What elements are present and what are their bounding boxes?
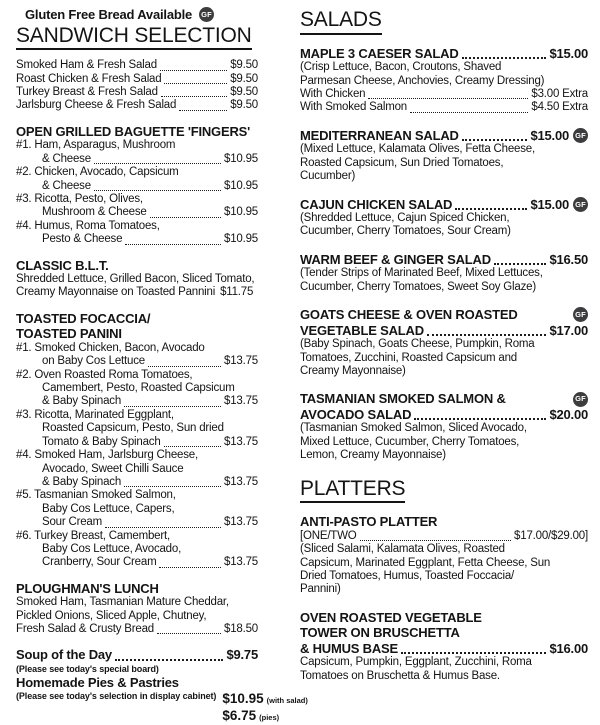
menu-line <box>16 516 258 529</box>
menu-line <box>300 61 588 74</box>
price: $13.75 <box>224 475 258 488</box>
item-title-row <box>16 258 258 274</box>
item-text: Roast Chicken & Fresh Salad <box>16 72 162 85</box>
menu-column-left <box>16 7 308 725</box>
gf-badge <box>573 392 588 407</box>
item-text: With Chicken <box>300 87 366 100</box>
item-text: Turkey Breast & Fresh Salad <box>16 85 158 98</box>
menu-line <box>300 338 588 351</box>
dotted-leader <box>368 98 528 99</box>
item-title-row <box>300 128 588 144</box>
menu-line <box>300 557 588 570</box>
item-title-row <box>16 311 258 327</box>
menu-line <box>16 530 258 543</box>
item-text: (Shredded Lettuce, Cajun Spiced Chicken, <box>300 212 510 225</box>
item-text: Roasted Capsicum, Pesto, Sun dried <box>42 422 224 435</box>
item-text: Tomato & Baby Spinach <box>42 435 161 448</box>
price: $13.75 <box>224 556 258 569</box>
spacer <box>300 115 588 128</box>
item-title-row <box>300 407 588 423</box>
dotted-leader <box>179 110 227 111</box>
dotted-leader <box>494 263 547 265</box>
dotted-leader <box>148 366 221 367</box>
price: $10.95 <box>222 690 264 706</box>
dotted-leader <box>160 70 227 71</box>
gf-badge-label: GF <box>201 10 212 19</box>
price: $15.00 <box>530 196 569 212</box>
menu-line <box>16 153 258 166</box>
item-text: Cucumber) <box>300 170 356 183</box>
item-text: (Please see today's special board) <box>16 663 159 674</box>
spacer <box>300 184 588 197</box>
menu-line <box>300 75 588 88</box>
menu-line <box>16 543 258 556</box>
menu-line <box>16 166 258 179</box>
menu-line <box>300 449 588 462</box>
price: $17.00 <box>549 322 588 338</box>
price-with-qualifier <box>222 708 308 725</box>
item-text: Tomatoes, Zucchini, Roasted Capsicum and <box>300 351 517 364</box>
menu-line <box>300 583 588 596</box>
item-text: Roasted Capsicum, Sun Dried Tomatoes, <box>300 156 504 169</box>
item-text: (Tasmanian Smoked Salmon, Sliced Avocado, <box>300 422 527 435</box>
item-title: TOWER ON BRUSCHETTA <box>300 625 460 641</box>
menu-line <box>300 656 588 669</box>
item-text: Dried Tomatoes, Humus, Toasted Foccacia/ <box>300 569 515 582</box>
item-title: ANTI-PASTO PLATTER <box>300 514 438 530</box>
dotted-leader <box>414 418 546 420</box>
gf-badge <box>573 307 588 322</box>
item-text: Smoked Ham & Fresh Salad <box>16 59 157 72</box>
item-text: Jarlsburg Cheese & Fresh Salad <box>16 99 177 112</box>
item-text: Smoked Ham, Tasmanian Mature Cheddar, <box>16 596 229 609</box>
price: $17.00/$29.00] <box>514 529 588 542</box>
item-title: TASMANIAN SMOKED SALMON & <box>300 391 506 407</box>
menu-line <box>300 88 588 101</box>
item-text: [ONE/TWO <box>300 529 357 542</box>
spacer <box>300 294 588 307</box>
item-text: Pickled Onions, Sliced Apple, Chutney, <box>16 609 207 622</box>
item-text: #3. Ricotta, Pesto, Olives, <box>16 192 143 205</box>
item-text: Mixed Lettuce, Cucumber, Cherry Tomatoes, <box>300 435 520 448</box>
dotted-leader <box>124 406 221 407</box>
item-title: VEGETABLE SALAD <box>300 322 424 338</box>
item-text: & Cheese <box>42 152 91 165</box>
menu-line <box>16 663 258 676</box>
item-text: Capsicum, Pumpkin, Eggplant, Zucchini, Roma <box>300 656 532 669</box>
price: $10.95 <box>224 206 258 219</box>
menu-line <box>300 212 588 225</box>
item-text: Cranberry, Sour Cream <box>42 556 157 569</box>
menu-line <box>16 623 258 636</box>
item-title: GOATS CHEESE & OVEN ROASTED <box>300 307 518 323</box>
menu-line <box>300 570 588 583</box>
item-text: (Mixed Lettuce, Kalamata Olives, Fetta Cheese, <box>300 143 535 156</box>
item-text: Creamy Mayonnaise on Toasted Pannini <box>16 286 216 299</box>
menu-line <box>16 369 258 382</box>
spacer <box>16 570 258 581</box>
menu-line <box>16 382 258 395</box>
menu-line <box>16 86 258 99</box>
item-title-row <box>300 46 588 62</box>
price: $13.75 <box>224 355 258 368</box>
price: $18.50 <box>224 623 258 636</box>
menu-line <box>16 476 258 489</box>
section-heading: SANDWICH SELECTION <box>16 25 252 51</box>
item-title-row <box>300 307 588 323</box>
item-title-row <box>300 323 588 339</box>
section-heading-row <box>300 9 588 35</box>
item-text: Cucumber, Cherry Tomatoes, Sour Cream) <box>300 225 511 238</box>
price: $9.50 <box>230 99 258 112</box>
item-text: (Baby Spinach, Goats Cheese, Pumpkin, Roma <box>300 338 535 351</box>
menu-line <box>16 233 258 246</box>
gf-badge-label: GF <box>575 394 586 404</box>
item-text: Camembert, Pesto, Roasted Capsicum <box>42 382 235 395</box>
spacer <box>16 247 258 258</box>
menu-line <box>16 342 258 355</box>
item-title: CAJUN CHICKEN SALAD <box>300 196 453 212</box>
item-title: TOASTED PANINI <box>16 326 122 342</box>
menu-line <box>16 73 258 86</box>
price: $10.95 <box>224 233 258 246</box>
menu-line <box>16 395 258 408</box>
spacer <box>16 113 258 124</box>
dotted-leader <box>360 540 512 541</box>
menu-line <box>300 267 588 280</box>
dotted-leader <box>150 217 221 218</box>
spacer <box>300 597 588 610</box>
price-stack <box>222 691 308 725</box>
item-title: OVEN ROASTED VEGETABLE <box>300 609 482 625</box>
menu-line <box>16 193 258 206</box>
item-text: Cucumber, Cherry Tomatoes, Sweet Soy Glaze) <box>300 280 536 293</box>
dotted-leader <box>105 527 221 528</box>
menu-line <box>16 449 258 462</box>
item-title: TOASTED FOCACCIA/ <box>16 310 151 326</box>
dotted-leader <box>115 659 224 661</box>
menu-line <box>300 365 588 378</box>
item-text: & Cheese <box>42 179 91 192</box>
item-text: #2. Chicken, Avocado, Capsicum <box>16 166 179 179</box>
spacer <box>16 300 258 311</box>
item-text: #6. Turkey Breast, Camembert, <box>16 529 170 542</box>
gf-badge-label: GF <box>575 199 586 209</box>
item-title: & HUMUS BASE <box>300 640 398 656</box>
dotted-leader <box>159 567 221 568</box>
menu-line <box>16 139 258 152</box>
menu-line <box>16 610 258 623</box>
item-title: WARM BEEF & GINGER SALAD <box>300 251 491 267</box>
item-text: Sour Cream <box>42 516 102 529</box>
item-text: & Baby Spinach <box>42 395 122 408</box>
item-text: (Crisp Lettuce, Bacon, Croutons, Shaved <box>300 61 502 74</box>
menu-line <box>300 225 588 238</box>
price: $20.00 <box>549 406 588 422</box>
dotted-leader <box>157 633 221 634</box>
item-text: (Sliced Salami, Kalamata Olives, Roasted <box>300 543 505 556</box>
spacer <box>300 239 588 252</box>
price: $13.75 <box>224 516 258 529</box>
menu-line <box>16 273 258 286</box>
price: $15.00 <box>549 45 588 61</box>
section-heading: SALADS <box>300 9 382 35</box>
price: $9.50 <box>230 85 258 98</box>
item-text: Capsicum, Marinated Eggplant, Fetta Cheese, Sun <box>300 556 551 569</box>
menu-line <box>16 489 258 502</box>
spacer <box>300 463 588 476</box>
gf-badge <box>573 197 588 212</box>
menu-line <box>16 596 258 609</box>
price: $9.75 <box>226 647 258 663</box>
item-text: Fresh Salad & Crusty Bread <box>16 623 154 636</box>
section-heading: PLATTERS <box>300 478 405 504</box>
menu-line <box>300 436 588 449</box>
menu-line <box>16 206 258 219</box>
gf-badge-label: GF <box>575 310 586 320</box>
item-text: #2. Oven Roasted Roma Tomatoes, <box>16 368 193 381</box>
item-text: (Tender Strips of Marinated Beef, Mixed Lettuces, <box>300 267 543 280</box>
item-title-row <box>300 252 588 268</box>
price: $15.00 <box>530 127 569 143</box>
dotted-leader <box>94 163 221 164</box>
item-text: Mushroom & Cheese <box>42 206 147 219</box>
item-title-row <box>16 675 258 691</box>
item-title-row <box>16 647 258 663</box>
item-text: Baby Cos Lettuce, Capers, <box>42 502 175 515</box>
item-title: OPEN GRILLED BAGUETTE 'FINGERS' <box>16 123 250 139</box>
price: $9.50 <box>230 59 258 72</box>
dotted-leader <box>462 139 528 141</box>
dotted-leader <box>427 334 547 336</box>
menu-line <box>300 157 588 170</box>
gf-badge-label: GF <box>575 130 586 140</box>
item-title: MAPLE 3 CAESER SALAD <box>300 45 459 61</box>
item-text: Avocado, Sweet Chilli Sauce <box>42 462 184 475</box>
section-heading-row <box>300 478 588 504</box>
item-text: #4. Smoked Ham, Jarlsburg Cheese, <box>16 449 198 462</box>
item-text: & Baby Spinach <box>42 475 122 488</box>
gf-badge <box>573 128 588 143</box>
dotted-leader <box>125 244 221 245</box>
item-text: Creamy Mayonnaise) <box>300 364 406 377</box>
menu-line <box>300 530 588 543</box>
menu-line <box>300 101 588 114</box>
item-title-row <box>300 625 588 641</box>
dotted-leader <box>455 208 527 210</box>
dotted-leader <box>124 486 221 487</box>
menu-line <box>16 556 258 569</box>
menu-line <box>16 463 258 476</box>
menu-line <box>16 99 258 112</box>
dotted-leader <box>401 652 546 654</box>
item-text: Pesto & Cheese <box>42 233 123 246</box>
dotted-leader <box>164 446 221 447</box>
item-text: on Baby Cos Lettuce <box>42 355 145 368</box>
section-heading-row <box>16 25 258 51</box>
price: $16.50 <box>549 251 588 267</box>
item-text: Parmesan Cheese, Anchovies, Creamy Dressing) <box>300 74 545 87</box>
price: $16.00 <box>549 640 588 656</box>
menu-line <box>16 422 258 435</box>
item-title-row <box>300 641 588 657</box>
cabinet-note-row <box>16 690 308 725</box>
item-title-row <box>16 7 258 23</box>
menu-line <box>16 409 258 422</box>
menu-line <box>300 170 588 183</box>
menu-line <box>300 670 588 683</box>
dotted-leader <box>410 112 528 113</box>
item-text: #4. Humus, Roma Tomatoes, <box>16 219 160 232</box>
price: $9.50 <box>230 72 258 85</box>
item-title-row <box>16 124 258 140</box>
item-title: CLASSIC B.L.T. <box>16 257 109 273</box>
item-title: Gluten Free Bread Available <box>25 7 193 22</box>
item-text: Shredded Lettuce, Grilled Bacon, Sliced Tomato, <box>16 273 255 286</box>
item-text: #1. Smoked Chicken, Bacon, Avocado <box>16 341 205 354</box>
menu-line <box>300 143 588 156</box>
dotted-leader <box>94 190 221 191</box>
item-title-row <box>300 391 588 407</box>
price: $13.75 <box>224 395 258 408</box>
price-qualifier: (with salad) <box>266 695 308 705</box>
menu-line <box>300 422 588 435</box>
item-title: MEDITERRANEAN SALAD <box>300 127 459 143</box>
price: $6.75 <box>222 707 257 723</box>
price: $13.75 <box>224 435 258 448</box>
menu-line <box>300 543 588 556</box>
item-title-row <box>16 581 258 597</box>
gf-badge <box>199 7 214 22</box>
item-title-row <box>16 326 258 342</box>
dotted-leader <box>161 96 227 97</box>
menu-column-right <box>300 7 588 725</box>
menu-line <box>16 436 258 449</box>
item-text: With Smoked Salmon <box>300 101 407 114</box>
dotted-leader <box>462 57 547 59</box>
item-text: Pannini) <box>300 583 341 596</box>
menu-line <box>16 355 258 368</box>
item-title-row <box>300 197 588 213</box>
price: $3.00 Extra <box>531 87 588 100</box>
item-title-row <box>300 514 588 530</box>
item-title: Soup of the Day <box>16 647 112 663</box>
item-title: Homemade Pies & Pastries <box>16 675 179 691</box>
price: $11.75 <box>220 286 254 299</box>
item-text: Baby Cos Lettuce, Avocado, <box>42 542 182 555</box>
menu-line <box>16 286 258 299</box>
menu-line <box>16 59 258 72</box>
price: $10.95 <box>224 152 258 165</box>
item-text: Lemon, Creamy Mayonnaise) <box>300 449 446 462</box>
menu-line <box>16 220 258 233</box>
spacer <box>16 636 258 647</box>
item-title: AVOCADO SALAD <box>300 406 412 422</box>
price-qualifier: (pies) <box>259 712 280 722</box>
price: $4.50 Extra <box>531 101 588 114</box>
menu-line <box>16 503 258 516</box>
item-title: PLOUGHMAN'S LUNCH <box>16 580 159 596</box>
item-text: #3. Ricotta, Marinated Eggplant, <box>16 408 174 421</box>
item-text: #5. Tasmanian Smoked Salmon, <box>16 489 176 502</box>
dotted-leader <box>164 83 227 84</box>
menu-line <box>300 352 588 365</box>
display-cabinet-note: (Please see today's selection in display cabinet) <box>16 690 217 701</box>
item-text: Tomatoes on Bruschetta & Humus Base. <box>300 669 500 682</box>
price: $10.95 <box>224 179 258 192</box>
price-with-qualifier <box>222 691 308 708</box>
item-title-row <box>300 610 588 626</box>
menu-line <box>300 281 588 294</box>
spacer <box>300 378 588 391</box>
item-text: #1. Ham, Asparagus, Mushroom <box>16 139 176 152</box>
menu-line <box>16 180 258 193</box>
